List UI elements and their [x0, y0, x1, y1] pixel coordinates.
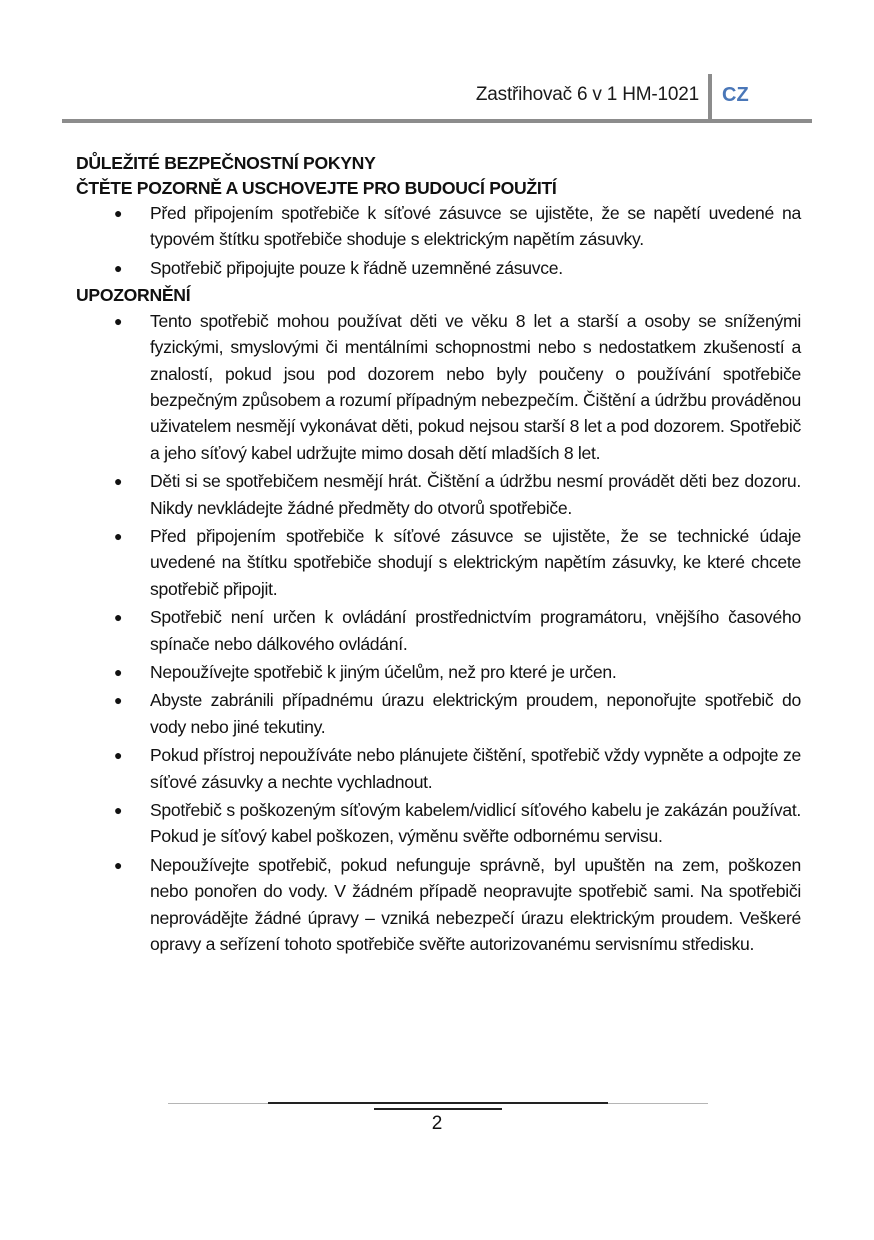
list-item: ● Nepoužívejte spotřebič, pokud nefunguje správně, byl upuštěn na zem, poškozen nebo ponořen do vody. V žádném případě neopravujte spotřebič sami. Na spotřebiči neprovádějte žádné úpravy – vzniká nebezpečí úrazu elektrickým proudem. Veškeré opravy a seřízení tohoto spotřebiče svěřte autorizovanému servisnímu středisku. [76, 852, 801, 958]
header-separator [708, 74, 712, 120]
bullet-icon: ● [114, 527, 123, 544]
list-item: ● Abyste zabránili případnému úrazu elektrickým proudem, neponořujte spotřebič do vody nebo jiné tekutiny. [76, 687, 801, 740]
heading-read-carefully: ČTĚTE POZORNĚ A USCHOVEJTE PRO BUDOUCÍ POUŽITÍ [76, 177, 557, 198]
list-item: ● Před připojením spotřebiče k síťové zásuvce se ujistěte, že se napětí uvedené na typovém štítku spotřebiče shoduje s elektrickým napětím zásuvky. [76, 200, 801, 253]
heading-safety-instructions: DŮLEŽITÉ BEZPEČNOSTNÍ POKYNY [76, 153, 376, 173]
bullet-icon: ● [114, 205, 123, 221]
language-code: CZ [722, 84, 749, 106]
footer-rule-accent [268, 1102, 608, 1104]
list-item: ● Tento spotřebič mohou používat děti ve věku 8 let a starší a osoby se sníženými fyzickými, smyslovými či mentálními schopnostmi nebo s nedostatkem zkušeností a znalostí, pokud jsou pod dozorem nebo byly poučeny o používání spotřebiče bezpečným způsobem a rozumí případným nebezpečím. Čištění a údržbu prováděnou uživatelem nesmějí vykonávat děti, pokud nejsou starší 8 let a pod dozorem. Spotřebič a jeho síťový kabel udržujte mimo dosah dětí mladších 8 let. [76, 308, 801, 466]
safety-list [76, 200, 801, 281]
bullet-icon: ● [114, 609, 123, 626]
bullet-icon: ● [114, 312, 123, 329]
heading-warning: UPOZORNĚNÍ [76, 285, 191, 306]
bullet-icon: ● [114, 802, 123, 819]
bullet-icon: ● [114, 692, 123, 709]
page-footer [0, 1096, 874, 1156]
list-item: ● Spotřebič s poškozeným síťovým kabelem/vidlicí síťového kabelu je zakázán používat. Pokud je síťový kabel poškozen, výměnu svěřte odbornému servisu. [76, 797, 801, 850]
bullet-icon: ● [114, 664, 123, 680]
list-item: ● Před připojením spotřebiče k síťové zásuvce se ujistěte, že se technické údaje uvedené na štítku spotřebiče shodují s elektrickým napětím zásuvky, ke které chcete spotřebič připojit. [76, 523, 801, 602]
bullet-icon: ● [114, 259, 123, 276]
header-rule [62, 119, 812, 123]
list-item: ● Pokud přístroj nepoužíváte nebo plánujete čištění, spotřebič vždy vypněte a odpojte ze síťové zásuvky a nechte vychladnout. [76, 742, 801, 795]
page-header [0, 0, 874, 130]
list-item: ● Nepoužívejte spotřebič k jiným účelům, než pro které je určen. [76, 659, 801, 685]
page-content [76, 151, 801, 959]
list-item: ● Spotřebič není určen k ovládání prostřednictvím programátoru, vnějšího časového spínače nebo dálkového ovládání. [76, 604, 801, 657]
bullet-icon: ● [114, 473, 123, 490]
list-item: ● Spotřebič připojujte pouze k řádně uzemněné zásuvce. [76, 255, 801, 281]
warning-list [76, 308, 801, 958]
bullet-icon: ● [114, 747, 123, 764]
footer-rule-short [374, 1108, 502, 1110]
list-item: ● Děti si se spotřebičem nesmějí hrát. Čištění a údržbu nesmí provádět děti bez dozoru. Nikdy nevkládejte žádné předměty do otvorů spotřebiče. [76, 468, 801, 521]
header-title: Zastřihovač 6 v 1 HM-1021 [475, 84, 699, 105]
bullet-icon: ● [114, 856, 123, 873]
page-number: 2 [431, 1113, 443, 1134]
